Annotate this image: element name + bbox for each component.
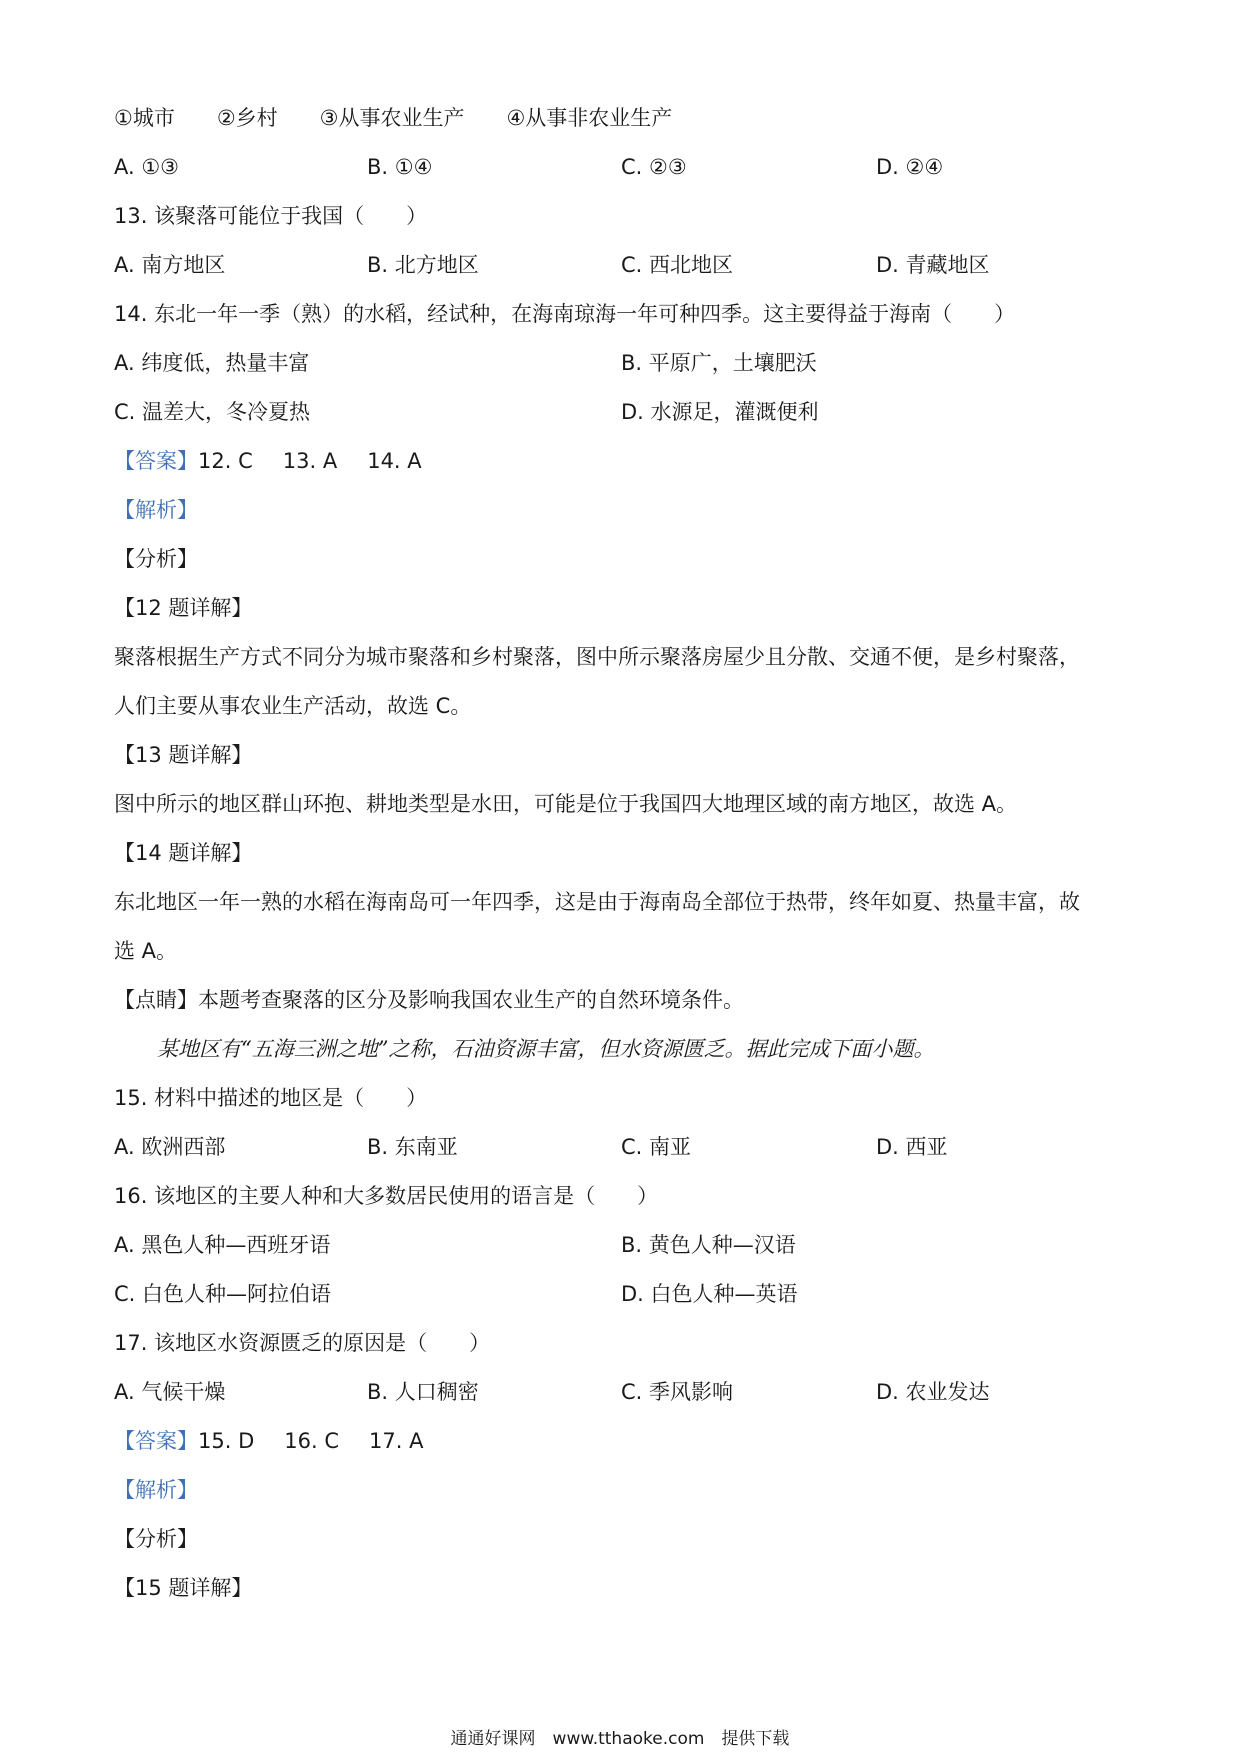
answer-item: 14. A [367,449,422,473]
q14-detail-label: 【14 题详解】 [114,841,253,865]
answer-line-1 [114,447,422,475]
answer-item: 16. C [284,1429,339,1453]
q17-option-b: B. 人口稠密 [367,1380,479,1404]
breakdown-label-2: 【分析】 [114,1527,198,1551]
q15-option-d: D. 西亚 [876,1135,948,1159]
q16-option-b: B. 黄色人种—汉语 [621,1233,796,1257]
analysis-label-2: 【解析】 [114,1478,198,1502]
q15-option-a: A. 欧洲西部 [114,1135,226,1159]
q14-option-c: C. 温差大，冬冷夏热 [114,400,311,424]
q16-option-c: C. 白色人种—阿拉伯语 [114,1282,332,1306]
q12-option-d: D. ②④ [876,155,944,179]
breakdown-label: 【分析】 [114,547,198,571]
q14-stem: 14. 东北一年一季（熟）的水稻，经试种，在海南琼海一年可种四季。这主要得益于海南（ ） [114,302,1016,326]
answer-item: 12. C [198,449,253,473]
q13-option-a: A. 南方地区 [114,253,226,277]
q14-detail-line-1: 东北地区一年一熟的水稻在海南岛可一年四季，这是由于海南岛全部位于热带，终年如夏、热量丰富，故 [114,890,1080,914]
analysis-label: 【解析】 [114,498,198,522]
answer-label: 【答案】 [114,449,198,473]
q12-detail-line-2: 人们主要从事农业生产活动，故选 C。 [114,694,472,718]
q12-option-a: A. ①③ [114,155,179,179]
q14-detail-line-2: 选 A。 [114,939,178,963]
q13-detail-line-1: 图中所示的地区群山环抱、耕地类型是水田，可能是位于我国四大地理区域的南方地区，故选 A。 [114,792,1018,816]
answer-item: 15. D [198,1429,255,1453]
q17-option-d: D. 农业发达 [876,1380,990,1404]
q17-option-c: C. 季风影响 [621,1380,734,1404]
answer-label: 【答案】 [114,1429,198,1453]
key-point: 【点睛】本题考查聚落的区分及影响我国农业生产的自然环境条件。 [114,988,744,1012]
q13-option-b: B. 北方地区 [367,253,479,277]
q16-option-d: D. 白色人种—英语 [621,1282,798,1306]
q12-items: ①城市 ②乡村 ③从事农业生产 ④从事非农业生产 [114,106,673,130]
q12-detail-label: 【12 题详解】 [114,596,253,620]
q17-stem: 17. 该地区水资源匮乏的原因是（ ） [114,1331,491,1355]
page-footer: 通通好课网 www.tthaoke.com 提供下载 [450,1729,790,1749]
q15-stem: 15. 材料中描述的地区是（ ） [114,1086,428,1110]
answer-item: 17. A [369,1429,424,1453]
q13-option-d: D. 青藏地区 [876,253,990,277]
q14-option-b: B. 平原广，土壤肥沃 [621,351,817,375]
q16-stem: 16. 该地区的主要人种和大多数居民使用的语言是（ ） [114,1184,659,1208]
q12-detail-line-1: 聚落根据生产方式不同分为城市聚落和乡村聚落，图中所示聚落房屋少且分散、交通不便，是乡村聚落， [114,645,1080,669]
answer-item: 13. A [282,449,338,473]
q15-option-b: B. 东南亚 [367,1135,458,1159]
q13-detail-label: 【13 题详解】 [114,743,253,767]
q13-stem: 13. 该聚落可能位于我国（ ） [114,204,428,228]
q15-option-c: C. 南亚 [621,1135,692,1159]
q13-option-c: C. 西北地区 [621,253,734,277]
q12-option-b: B. ①④ [367,155,433,179]
q12-option-c: C. ②③ [621,155,687,179]
material-text: 某地区有“五海三洲之地”之称，石油资源丰富，但水资源匮乏。据此完成下面小题。 [157,1037,935,1061]
q16-option-a: A. 黑色人种—西班牙语 [114,1233,331,1257]
q14-option-a: A. 纬度低，热量丰富 [114,351,310,375]
answer-line-2 [114,1427,423,1455]
q15-detail-label: 【15 题详解】 [114,1576,253,1600]
q14-option-d: D. 水源足，灌溉便利 [621,400,819,424]
q17-option-a: A. 气候干燥 [114,1380,226,1404]
